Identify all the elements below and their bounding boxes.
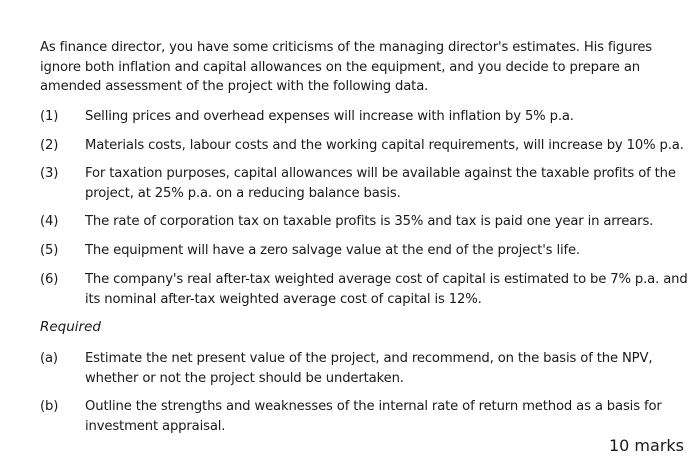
marks-label: 10 marks [608,436,684,455]
data-item-6 [40,270,690,309]
requirement-text: Estimate the net present value of the project, and recommend, on the basis of the NPV, whether or not the project should be undertaken. [85,351,653,386]
required-heading: Required [40,319,101,335]
data-item-5 [40,241,690,261]
requirement-b [40,397,690,436]
requirement-letter: (a) [40,351,58,366]
data-item-1 [40,107,690,127]
intro-paragraph: As finance director, you have some criticisms of the managing director's estimates. His figures ignore both inflation and capital allowances on the equipment, and you decide to prepare an amended assessment of the project with the following data. [40,40,653,94]
item-number: (3) [40,166,59,181]
requirement-text: Outline the strengths and weaknesses of the internal rate of return method as a basis for investment appraisal. [85,399,662,434]
item-number: (6) [40,272,59,287]
data-item-2 [40,136,690,156]
item-text: Materials costs, labour costs and the working capital requirements, will increase by 10% p.a. [85,138,684,153]
item-text: Selling prices and overhead expenses will increase with inflation by 5% p.a. [85,109,574,124]
item-text: The company's real after-tax weighted average cost of capital is estimated to be 7% p.a. and its nominal after-tax weighted average cost of capital is 12%. [85,272,688,307]
requirement-a [40,349,690,388]
item-text: For taxation purposes, capital allowances will be available against the taxable profits of the project, at 25% p.a. on a reducing balance basis. [85,166,676,201]
item-number: (4) [40,214,59,229]
item-number: (1) [40,109,59,124]
data-item-3 [40,164,690,203]
data-item-4 [40,212,690,232]
item-text: The equipment will have a zero salvage value at the end of the project's life. [85,243,580,258]
requirement-letter: (b) [40,399,59,414]
item-number: (2) [40,138,59,153]
item-text: The rate of corporation tax on taxable profits is 35% and tax is paid one year in arrears. [85,214,654,229]
item-number: (5) [40,243,59,258]
